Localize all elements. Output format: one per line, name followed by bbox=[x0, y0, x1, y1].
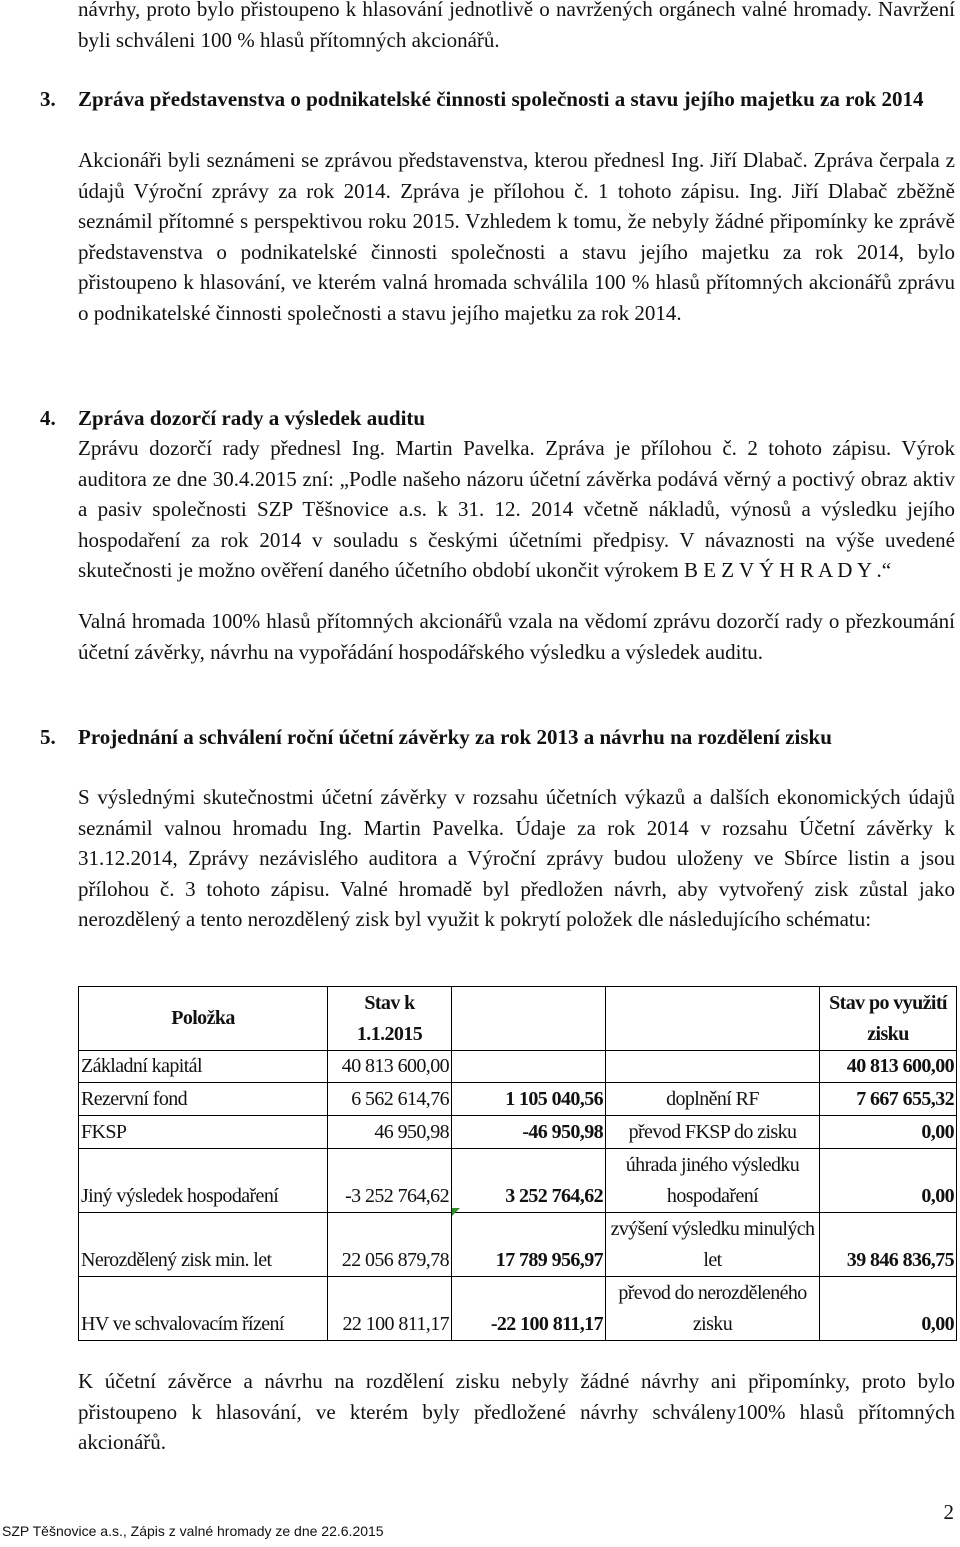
row-item: Nerozdělený zisk min. let bbox=[79, 1213, 328, 1277]
row-after: 40 813 600,00 bbox=[820, 1051, 957, 1083]
row-after: 7 667 655,32 bbox=[820, 1083, 957, 1116]
header-empty-change bbox=[452, 987, 606, 1051]
section-3-title: Zpráva představenstva o podnikatelské činnosti společnosti a stavu jejího majetku za rok 2014 bbox=[78, 87, 924, 111]
table-header-row bbox=[79, 987, 957, 1051]
header-item: Položka bbox=[79, 987, 328, 1051]
row-item: Základní kapitál bbox=[79, 1051, 328, 1083]
row-after: 0,00 bbox=[820, 1149, 957, 1213]
table-row bbox=[79, 1083, 957, 1116]
row-start: 46 950,98 bbox=[328, 1116, 452, 1149]
row-note: úhrada jiného výsledku hospodaření bbox=[606, 1149, 820, 1213]
table-row bbox=[79, 1213, 957, 1277]
row-note: doplnění RF bbox=[606, 1083, 820, 1116]
row-item: Jiný výsledek hospodaření bbox=[79, 1149, 328, 1213]
row-item: HV ve schvalovacím řízení bbox=[79, 1277, 328, 1341]
page-number: 2 bbox=[943, 1500, 954, 1524]
section-3-number: 3. bbox=[40, 87, 56, 111]
page-footer: SZP Těšnovice a.s., Zápis z valné hromady ze dne 22.6.2015 bbox=[2, 1523, 384, 1539]
profit-distribution-table bbox=[78, 986, 957, 1341]
section-4-body: Zprávu dozorčí rady přednesl Ing. Martin Pavelka. Zpráva je přílohou č. 2 tohoto zápisu. Výrok auditora ze dne 30.4.2015 zní: „Podle našeho názoru účetní závěrka podává věrný a poctivý obraz aktiv a pasiv společnosti SZP Těšnovice a.s. k 31. 12. 2014 včetně nákladů, výnosů a výsledku jejího hospodaření za rok 2014 v souladu s českými účetními předpisy. V návaznosti na výše uvedené skutečnosti je možno ověření daného účetního období ukončit výrokem B E Z V Ý H R A D Y .“ bbox=[78, 436, 955, 582]
table-row bbox=[79, 1277, 957, 1341]
row-start: 22 056 879,78 bbox=[328, 1213, 452, 1277]
section-5-title: Projednání a schválení roční účetní závěrky za rok 2013 a návrhu na rozdělení zisku bbox=[78, 725, 832, 749]
section-4-number: 4. bbox=[40, 406, 56, 430]
row-after: 0,00 bbox=[820, 1277, 957, 1341]
section-5-body: S výslednými skutečnostmi účetní závěrky v rozsahu účetních výkazů a dalších ekonomických údajů seznámil valnou hromadu Ing. Martin Pavelka. Údaje za rok 2014 v rozsahu Účetní závěrky k 31.12.2014, Zprávy nezávislého auditora a Výroční zprávy budou uloženy ve Sbírce listin a jsou přílohou č. 3 tohoto zápisu. Valné hromadě byl předložen návrh, aby vytvořený zisk zůstal jako nerozdělený a tento nerozdělený zisk byl využit k pokrytí položek dle následujícího schématu: bbox=[78, 785, 955, 931]
row-change: 3 252 764,62 bbox=[452, 1149, 606, 1213]
row-item: Rezervní fond bbox=[79, 1083, 328, 1116]
row-change bbox=[452, 1051, 606, 1083]
row-after: 0,00 bbox=[820, 1116, 957, 1149]
row-note: převod do nerozděleného zisku bbox=[606, 1277, 820, 1341]
row-note: zvýšení výsledku minulých let bbox=[606, 1213, 820, 1277]
row-note bbox=[606, 1051, 820, 1083]
row-change: 1 105 040,56 bbox=[452, 1083, 606, 1116]
section-4-body-2: Valná hromada 100% hlasů přítomných akcionářů vzala na vědomí zprávu dozorčí rady o přezkoumání účetní závěrky, návrhu na vypořádání hospodářského výsledku a výsledek auditu. bbox=[78, 609, 955, 664]
row-start: 22 100 811,17 bbox=[328, 1277, 452, 1341]
row-change: 17 789 956,97 bbox=[452, 1213, 606, 1277]
row-item: FKSP bbox=[79, 1116, 328, 1149]
row-after: 39 846 836,75 bbox=[820, 1213, 957, 1277]
closing-paragraph: K účetní závěrce a návrhu na rozdělení zisku nebyly žádné návrhy ani připomínky, proto bylo přistoupeno k hlasování, ve kterém byly předložené návrhy schváleny100% hlasů přítomných akcionářů. bbox=[78, 1369, 955, 1454]
section-4-title: Zpráva dozorčí rady a výsledek auditu bbox=[78, 406, 426, 430]
row-start: 6 562 614,76 bbox=[328, 1083, 452, 1116]
header-empty-note bbox=[606, 987, 820, 1051]
header-state-start: Stav k 1.1.2015 bbox=[328, 987, 452, 1051]
row-start: -3 252 764,62 bbox=[328, 1149, 452, 1213]
cell-comment-marker bbox=[452, 1208, 460, 1216]
table-row bbox=[79, 1149, 957, 1213]
row-note: převod FKSP do zisku bbox=[606, 1116, 820, 1149]
table-row bbox=[79, 1051, 957, 1083]
intro-paragraph: návrhy, proto bylo přistoupeno k hlasování jednotlivě o navržených orgánech valné hromady. Navržení byli schváleni 100 % hlasů přítomných akcionářů. bbox=[78, 0, 955, 52]
table-row bbox=[79, 1116, 957, 1149]
row-change: -22 100 811,17 bbox=[452, 1277, 606, 1341]
section-5-number: 5. bbox=[40, 725, 56, 749]
header-state-after: Stav po využití zisku bbox=[820, 987, 957, 1051]
row-change: -46 950,98 bbox=[452, 1116, 606, 1149]
section-3-body: Akcionáři byli seznámeni se zprávou představenstva, kterou přednesl Ing. Jiří Dlabač. Zpráva čerpala z údajů Výroční zprávy za rok 2014. Zpráva je přílohou č. 1 tohoto zápisu. Ing. Jiří Dlabač zběžně seznámil přítomné s perspektivou roku 2015. Vzhledem k tomu, že nebyly žádné připomínky ke zprávě představenstva o podnikatelské činnosti společnosti a stavu jejího majetku za rok 2014, bylo přistoupeno k hlasování, ve kterém valná hromada schválila 100 % hlasů přítomných akcionářů zprávu o podnikatelské činnosti společnosti a stavu jejího majetku za rok 2014. bbox=[78, 148, 955, 325]
row-start: 40 813 600,00 bbox=[328, 1051, 452, 1083]
